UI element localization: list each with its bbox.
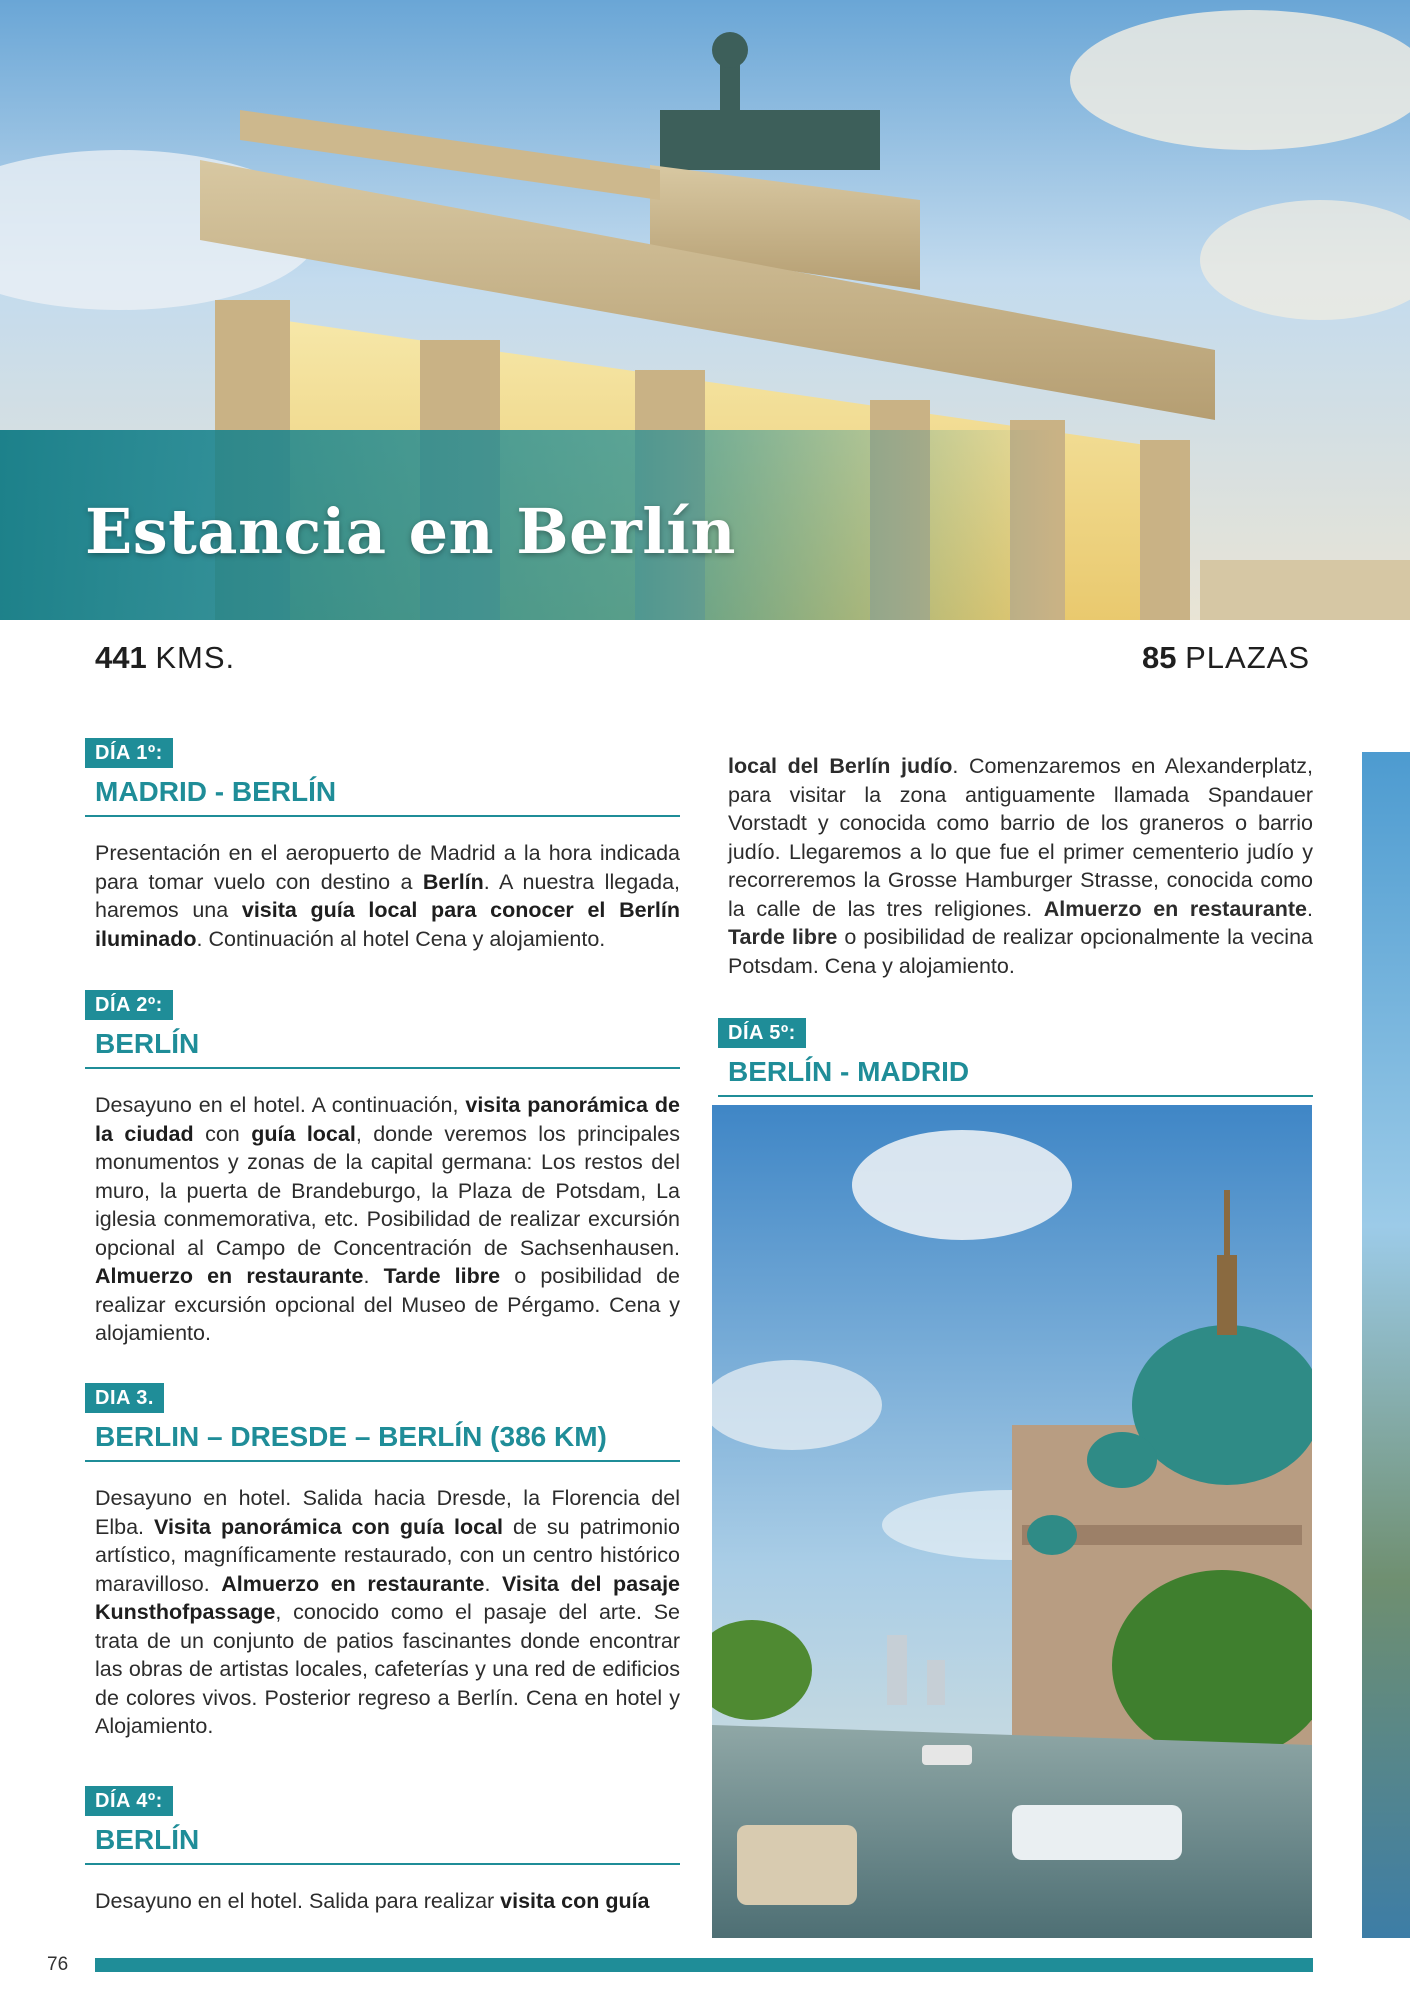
text-segment: o posibilidad de realizar opcionalmente la vecina Potsdam. Cena y alojamiento. bbox=[728, 925, 1313, 978]
text-segment: , donde veremos los principales monumentos y zonas de la capital germana: Los restos del muro, la puerta de Brandeburgo, la Plaza de Potsdam, La iglesia conmemorativa, etc. Posibilidad de realizar excursión opcional al Campo de Concentración de Sachsenhausen. bbox=[95, 1121, 680, 1260]
bold-text-segment: local del Berlín judío bbox=[728, 754, 953, 778]
text-segment: Desayuno en el hotel. A continuación, bbox=[95, 1093, 466, 1117]
day-4-continuation bbox=[728, 752, 1313, 980]
text-segment: , conocido como el pasaje del arte. Se trata de un conjunto de patios fascinantes donde encontrar las obras de artistas locales, cafeterías y una red de edificios de colores vivos. Posterior regreso a Berlín. Cena en hotel y Alojamiento. bbox=[95, 1600, 680, 1738]
seats-unit: PLAZAS bbox=[1185, 640, 1310, 675]
day-description bbox=[95, 1887, 680, 1916]
bold-text-segment: visita con guía bbox=[500, 1889, 650, 1913]
bold-text-segment: Almuerzo en restaurante bbox=[95, 1264, 364, 1288]
footer-bar bbox=[95, 1958, 1313, 1972]
text-segment: Presentación en el aeropuerto de Madrid a la hora indicada para tomar vuelo con destino a bbox=[95, 841, 680, 894]
day-title: BERLÍN bbox=[85, 1824, 680, 1865]
bold-text-segment: Tarde libre bbox=[728, 925, 838, 949]
distance-stat bbox=[95, 640, 235, 676]
text-segment: con bbox=[193, 1121, 252, 1146]
hero-banner bbox=[0, 0, 1410, 620]
text-segment: Desayuno en el hotel. Salida para realizar bbox=[95, 1889, 501, 1913]
bold-text-segment: Tarde libre bbox=[383, 1264, 501, 1288]
day-description bbox=[95, 839, 680, 953]
text-segment: . bbox=[363, 1264, 384, 1288]
text-segment: . Comenzaremos en Alexanderplatz, para visitar la zona antiguamente llamada Spandauer Vorstadt y conocida como barrio de los graneros o barrio judío. Llegaremos a lo que fue el primer cementerio judío y recorreremos la Grosse Hamburger Strasse, conocida como la calle de las tres religiones. bbox=[728, 754, 1313, 921]
text-segment: Desayuno en hotel. Salida hacia Dresde, la Florencia del Elba. bbox=[95, 1486, 680, 1539]
seats-stat bbox=[1142, 640, 1310, 676]
berlin-cathedral-photo bbox=[712, 1105, 1312, 1938]
text-segment: . A nuestra llegada, haremos una bbox=[95, 869, 680, 922]
page-title: Estancia en Berlín bbox=[85, 495, 736, 568]
text-segment: de su patrimonio artístico, magníficamente restaurado, con un centro histórico maravilloso. bbox=[95, 1514, 680, 1596]
day-title: BERLÍN bbox=[85, 1028, 680, 1069]
cathedral-illustration bbox=[712, 1105, 1312, 1938]
day-badge: DÍA 2º: bbox=[85, 990, 173, 1020]
seats-value: 85 bbox=[1142, 640, 1177, 675]
day-5-section bbox=[718, 1018, 1313, 1097]
day-badge: DÍA 5º: bbox=[718, 1018, 806, 1048]
bold-text-segment: Visita del pasaje Kunsthofpassage bbox=[95, 1571, 680, 1624]
day-title: BERLIN – DRESDE – BERLÍN (386 KM) bbox=[85, 1421, 680, 1462]
text-segment: . Continuación al hotel Cena y alojamiento. bbox=[196, 926, 606, 951]
day-badge: DIA 3. bbox=[85, 1383, 164, 1413]
day-badge: DÍA 1º: bbox=[85, 738, 173, 768]
distance-unit: KMS. bbox=[155, 640, 236, 675]
day-description bbox=[95, 1484, 680, 1741]
adjacent-page-photo-strip bbox=[1362, 752, 1410, 1938]
day-title: BERLÍN - MADRID bbox=[718, 1056, 1313, 1097]
bold-text-segment: guía local bbox=[251, 1121, 356, 1146]
bold-text-segment: visita guía local para conocer el Berlín iluminado bbox=[95, 898, 680, 951]
bold-text-segment: Almuerzo en restaurante bbox=[1043, 896, 1308, 921]
day-badge: DÍA 4º: bbox=[85, 1786, 173, 1816]
text-segment: o posibilidad de realizar excursión opcional del Museo de Pérgamo. Cena y alojamiento. bbox=[95, 1264, 680, 1345]
day-title: MADRID - BERLÍN bbox=[85, 776, 680, 817]
day-4-section bbox=[85, 1786, 680, 1916]
bold-text-segment: visita panorámica de la ciudad bbox=[95, 1093, 680, 1146]
day-description bbox=[95, 1091, 680, 1348]
day-3-section bbox=[85, 1383, 680, 1741]
text-segment: . bbox=[484, 1571, 502, 1596]
day-2-section bbox=[85, 990, 680, 1348]
bold-text-segment: Almuerzo en restaurante bbox=[221, 1571, 485, 1596]
page-number: 76 bbox=[47, 1954, 69, 1975]
bold-text-segment: Berlín bbox=[422, 869, 484, 894]
bold-text-segment: Visita panorámica con guía local bbox=[154, 1514, 504, 1539]
text-segment: . bbox=[1307, 896, 1313, 921]
day-1-section bbox=[85, 738, 680, 953]
distance-value: 441 bbox=[95, 640, 147, 675]
